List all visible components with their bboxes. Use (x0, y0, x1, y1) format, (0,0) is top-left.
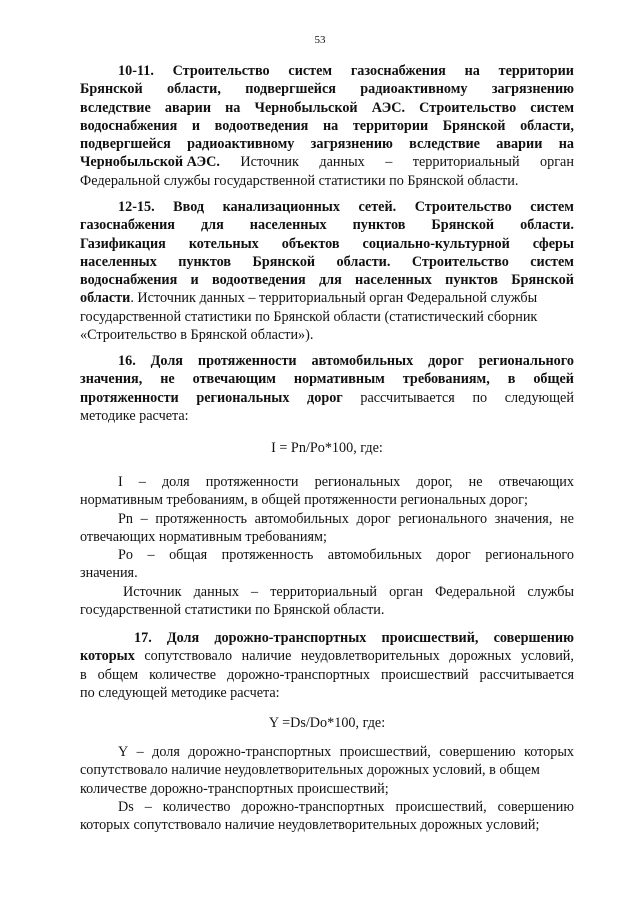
def-Y-line-1 (80, 743, 574, 761)
s3-line-3 (80, 389, 574, 407)
word: радиоактивному (187, 136, 295, 153)
def-Po-line-1 (80, 546, 574, 564)
word: водоотведения (214, 117, 309, 134)
word: дорожно-транспортных (241, 798, 385, 815)
word: 16. (118, 353, 136, 369)
word: регионального (478, 353, 574, 369)
word: вследствие (80, 99, 151, 116)
word: Строительство (414, 199, 512, 215)
word: Y (118, 744, 129, 760)
word: происшествий (380, 666, 469, 683)
word: для (200, 217, 224, 234)
word: происшествий, (395, 798, 487, 815)
text-run: . Источник данных – территориальный орган Федеральной службы (130, 290, 538, 307)
word: протяженность (221, 547, 314, 564)
word: Ds (118, 798, 134, 815)
section-16 (80, 352, 574, 425)
word: регионального (398, 510, 488, 527)
word: Федеральной (435, 583, 516, 600)
s2-line-4 (80, 253, 574, 271)
s1-line-1 (80, 62, 574, 80)
word: протяженности (80, 389, 179, 406)
word: пунктов (178, 253, 232, 270)
word: региональных (196, 389, 290, 406)
s1-line-4 (80, 117, 574, 135)
page-number: 53 (314, 34, 326, 46)
word: – (144, 798, 152, 815)
source-16-line-1 (80, 583, 574, 601)
s2-line-1 (80, 198, 574, 216)
word: которых (80, 648, 135, 665)
word: в (507, 371, 516, 388)
word: орган (389, 583, 423, 600)
word: не (160, 371, 175, 388)
s2-line-7: государственной статистики по Брянской области (статистический сборник (80, 308, 538, 325)
word: систем (530, 253, 574, 270)
word: дорожно-транспортных (226, 666, 371, 683)
word: доля (152, 744, 180, 760)
word: не (468, 474, 483, 490)
word: сетей. (358, 199, 397, 215)
word: по (472, 389, 488, 406)
word: значения, (494, 510, 553, 527)
word: протяженности (205, 474, 299, 490)
word: Доля (166, 630, 200, 646)
def-Y-line-2: сопутствовало наличие неудовлетворительных дорожных условий, в общем (80, 762, 540, 779)
s3-line-1 (80, 352, 574, 370)
word: Источник (123, 583, 182, 600)
text-run: области (80, 290, 131, 307)
word: Ввод (173, 199, 205, 215)
word: количество (162, 798, 231, 815)
word: загрязнению (310, 136, 393, 153)
word: Доля (150, 353, 183, 369)
def-I-line-2: нормативным требованиям, в общей протяженности региональных дорог; (80, 492, 528, 509)
word: происшествий, (339, 744, 431, 760)
word: не (560, 510, 574, 527)
word: водоснабжения (80, 272, 178, 289)
word: доля (161, 474, 190, 490)
word: водоснабжения (80, 117, 178, 134)
word: аварии (496, 136, 543, 153)
s3-line-2 (80, 370, 574, 388)
word: – (385, 154, 393, 171)
word: автомобильных (311, 353, 414, 369)
word: дорог (428, 353, 464, 369)
s2-line-5 (80, 271, 574, 289)
word: области, (520, 117, 574, 134)
def-Ds-line-2: которых сопутствовало наличие неудовлетворительных дорожных условий; (80, 817, 540, 834)
word: Строительство (419, 99, 517, 116)
s2-line-8: «Строительство в Брянской области»). (80, 327, 314, 344)
word: загрязнению (491, 81, 574, 98)
word: общей (533, 371, 574, 388)
s2-line-6 (80, 289, 574, 307)
word: совершению (493, 630, 574, 646)
word: значения, (80, 371, 143, 388)
word: пунктов (352, 217, 406, 234)
word: населенных (249, 217, 327, 234)
word: 17. (134, 630, 152, 646)
word: совершению (439, 744, 516, 760)
section-12-15 (80, 198, 574, 344)
s3-line-4: методике расчета: (80, 407, 189, 424)
word: территории (498, 63, 574, 79)
word: и (191, 117, 201, 134)
word: систем (530, 199, 574, 215)
word: населенных (355, 272, 432, 289)
s2-line-3 (80, 235, 574, 253)
word: области. (520, 217, 574, 234)
word: котельных (188, 235, 259, 252)
word: территориальный (412, 154, 520, 171)
section-17 (80, 629, 574, 702)
word: Брянской (252, 253, 316, 270)
word: для (318, 272, 342, 289)
word: – (136, 744, 144, 760)
word: Строительство (411, 253, 509, 270)
definitions-17 (80, 743, 574, 834)
word: 12-15. (118, 199, 155, 215)
word: систем (530, 99, 574, 116)
word: в (80, 666, 87, 683)
word: данных (193, 583, 239, 600)
word: общая (169, 547, 208, 564)
word: газоснабжения (350, 63, 446, 79)
word: происшествий, (381, 630, 479, 646)
word: требованиям, (402, 371, 490, 388)
word: дорог (307, 389, 343, 406)
word: протяженность (155, 510, 248, 527)
word: АЭС. (371, 99, 406, 116)
word: дорожно-транспортных (188, 744, 332, 760)
word: дорог (436, 547, 471, 564)
s4-line-3 (80, 666, 574, 684)
word: которых (524, 744, 574, 760)
word: территориальный (270, 583, 377, 600)
s2-line-2 (80, 216, 574, 234)
word: Чернобыльской (254, 99, 358, 116)
word: общем (97, 666, 139, 683)
word: 10-11. (118, 63, 154, 79)
word: автомобильных (254, 510, 349, 527)
word: неудовлетворительных (300, 648, 440, 665)
word: Строительство (172, 63, 270, 79)
word: сферы (532, 235, 574, 252)
word: автомобильных (327, 547, 422, 564)
word: Брянской (80, 81, 143, 98)
word: радиоактивному (360, 81, 468, 98)
word: – (140, 510, 148, 527)
word: подвергшейся (245, 81, 336, 98)
word: дорог (356, 510, 391, 527)
word: – (147, 547, 155, 564)
word: региональных (314, 474, 401, 490)
word: отвечающим (192, 371, 276, 388)
def-Pn-line-1 (80, 510, 574, 528)
word: водоотведения (212, 272, 306, 289)
word: Брянской (431, 217, 495, 234)
word: Брянской (511, 272, 574, 289)
s4-line-1 (80, 629, 574, 647)
def-Po-line-2: значения. (80, 565, 138, 582)
word: Чернобыльской АЭС. (80, 154, 220, 171)
def-Y-line-3: количестве дорожно-транспортных происшествий; (80, 780, 389, 797)
word: области, (167, 81, 221, 98)
word: Pn (118, 510, 133, 527)
word: службы (527, 583, 574, 600)
word: подвергшейся (80, 136, 171, 153)
word: отвечающих (498, 474, 574, 490)
word: вследствие (409, 136, 480, 153)
source-16-line-2: государственной статистики по Брянской области. (80, 602, 385, 619)
s1-line-2 (80, 80, 574, 98)
word: сопутствовало (144, 648, 233, 665)
word: и (190, 272, 199, 289)
word: объектов (281, 235, 340, 252)
word: дорожно-транспортных (214, 630, 367, 646)
word: Po (118, 547, 133, 564)
word: – (251, 583, 259, 600)
s1-line-7: Федеральной службы государственной статистики по Брянской области. (80, 172, 519, 189)
word: совершению (497, 798, 574, 815)
word: области. (336, 253, 391, 270)
word: на (558, 136, 574, 153)
word: – (138, 474, 146, 490)
word: пунктов (445, 272, 498, 289)
s1-line-3 (80, 99, 574, 117)
word: следующей (504, 389, 574, 406)
formula-16: I = Pn/Po*100, где: (271, 440, 383, 456)
word: Источник (240, 154, 299, 171)
word: рассчитывается (360, 389, 455, 406)
word: Брянской (442, 117, 506, 134)
definitions-16 (80, 473, 574, 619)
word: социально-культурной (362, 235, 510, 252)
section-10-11 (80, 62, 574, 190)
word: дорожных (449, 648, 512, 665)
word: количестве (149, 666, 217, 683)
word: нормативным (293, 371, 385, 388)
word: газоснабжения (80, 217, 175, 234)
word: регионального (485, 547, 574, 564)
def-I-line-1 (80, 473, 574, 491)
word: на (464, 63, 480, 79)
word: на (322, 117, 339, 134)
word: условий, (520, 648, 574, 665)
word: систем (288, 63, 333, 79)
word: дорог, (416, 474, 453, 490)
word: орган (540, 154, 574, 171)
formula-17: Y =Ds/Do*100, где: (268, 715, 386, 731)
def-Pn-line-2: отвечающих нормативным требованиям; (80, 528, 327, 545)
word: данных (319, 154, 365, 171)
s4-line-2 (80, 647, 574, 665)
def-Ds-line-1 (80, 798, 574, 816)
word: аварии (164, 99, 211, 116)
word: Газификация (80, 235, 166, 252)
word: канализационных (222, 199, 340, 215)
s4-line-4: по следующей методике расчета: (80, 684, 280, 701)
s1-line-6 (80, 153, 574, 171)
s1-line-5 (80, 135, 574, 153)
word: рассчитывается (479, 666, 574, 683)
word: I (118, 474, 123, 490)
word: территории (352, 117, 429, 134)
word: протяженности (197, 353, 297, 369)
word: населенных (80, 253, 157, 270)
word: на (225, 99, 241, 116)
word: наличие (241, 648, 292, 665)
